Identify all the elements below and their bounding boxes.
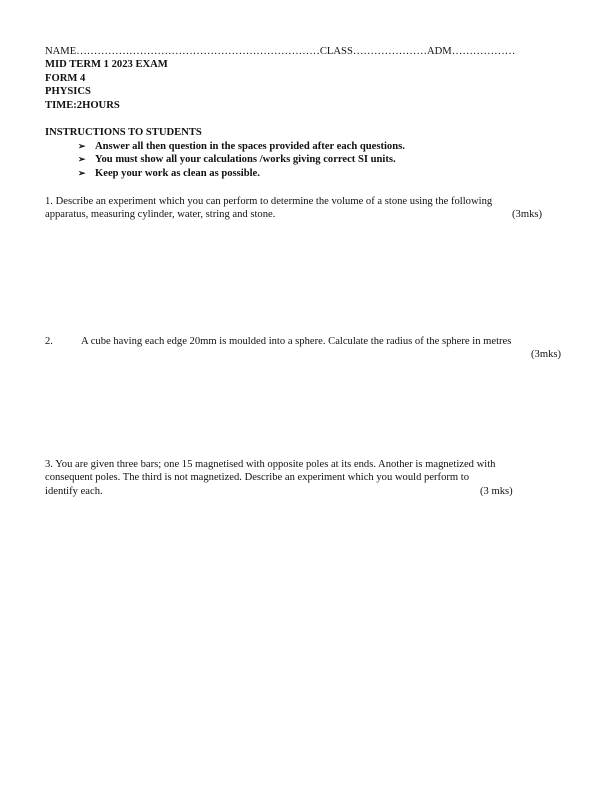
instructions-heading: INSTRUCTIONS TO STUDENTS [45,127,202,138]
question-text: A cube having each edge 20mm is moulded into a sphere. Calculate the radius of the sphere in metres [81,336,512,347]
arrow-bullet-icon: ➢ [78,141,86,151]
arrow-bullet-icon: ➢ [78,167,86,178]
marks-label: (3 mks) [480,486,513,497]
instruction-item: ➢ You must show all your calculations /works giving correct SI units. [78,154,396,166]
exam-title: MID TERM 1 2023 EXAM [45,59,168,70]
question-text: 3. You are given three bars; one 15 magnetised with opposite poles at its ends. Another is magnetized with [45,459,496,470]
subject: PHYSICS [45,86,91,97]
form-level: FORM 4 [45,73,86,84]
question-number: 2. [45,336,53,347]
marks-label: (3mks) [512,209,543,220]
name-field[interactable]: NAME…………………………………………………………… [45,46,320,57]
student-details-line [45,45,567,58]
question-text: 1. Describe an experiment which you can perform to determine the volume of a stone using the following [45,196,493,207]
arrow-bullet-icon: ➢ [78,154,86,165]
instructions-list [78,140,405,180]
instruction-item: ➢ Answer all then question in the spaces provided after each questions. [78,141,405,152]
adm-field[interactable]: ADM……………… [427,46,516,57]
question-text: apparatus, measuring cylinder, water, string and stone. [45,209,276,221]
question-1 [45,195,567,225]
question-text: identify each. [45,485,103,497]
instruction-item: ➢ Keep your work as clean as possible. [78,167,260,179]
class-field[interactable]: CLASS………………… [319,46,427,57]
time-allowed: TIME:2HOURS [45,100,120,111]
marks-label: (3mks) [531,349,562,360]
question-text: consequent poles. The third is not magnetized. Describe an experiment which you would perform to [45,472,470,484]
question-2 [45,335,567,365]
question-3 [45,458,567,500]
